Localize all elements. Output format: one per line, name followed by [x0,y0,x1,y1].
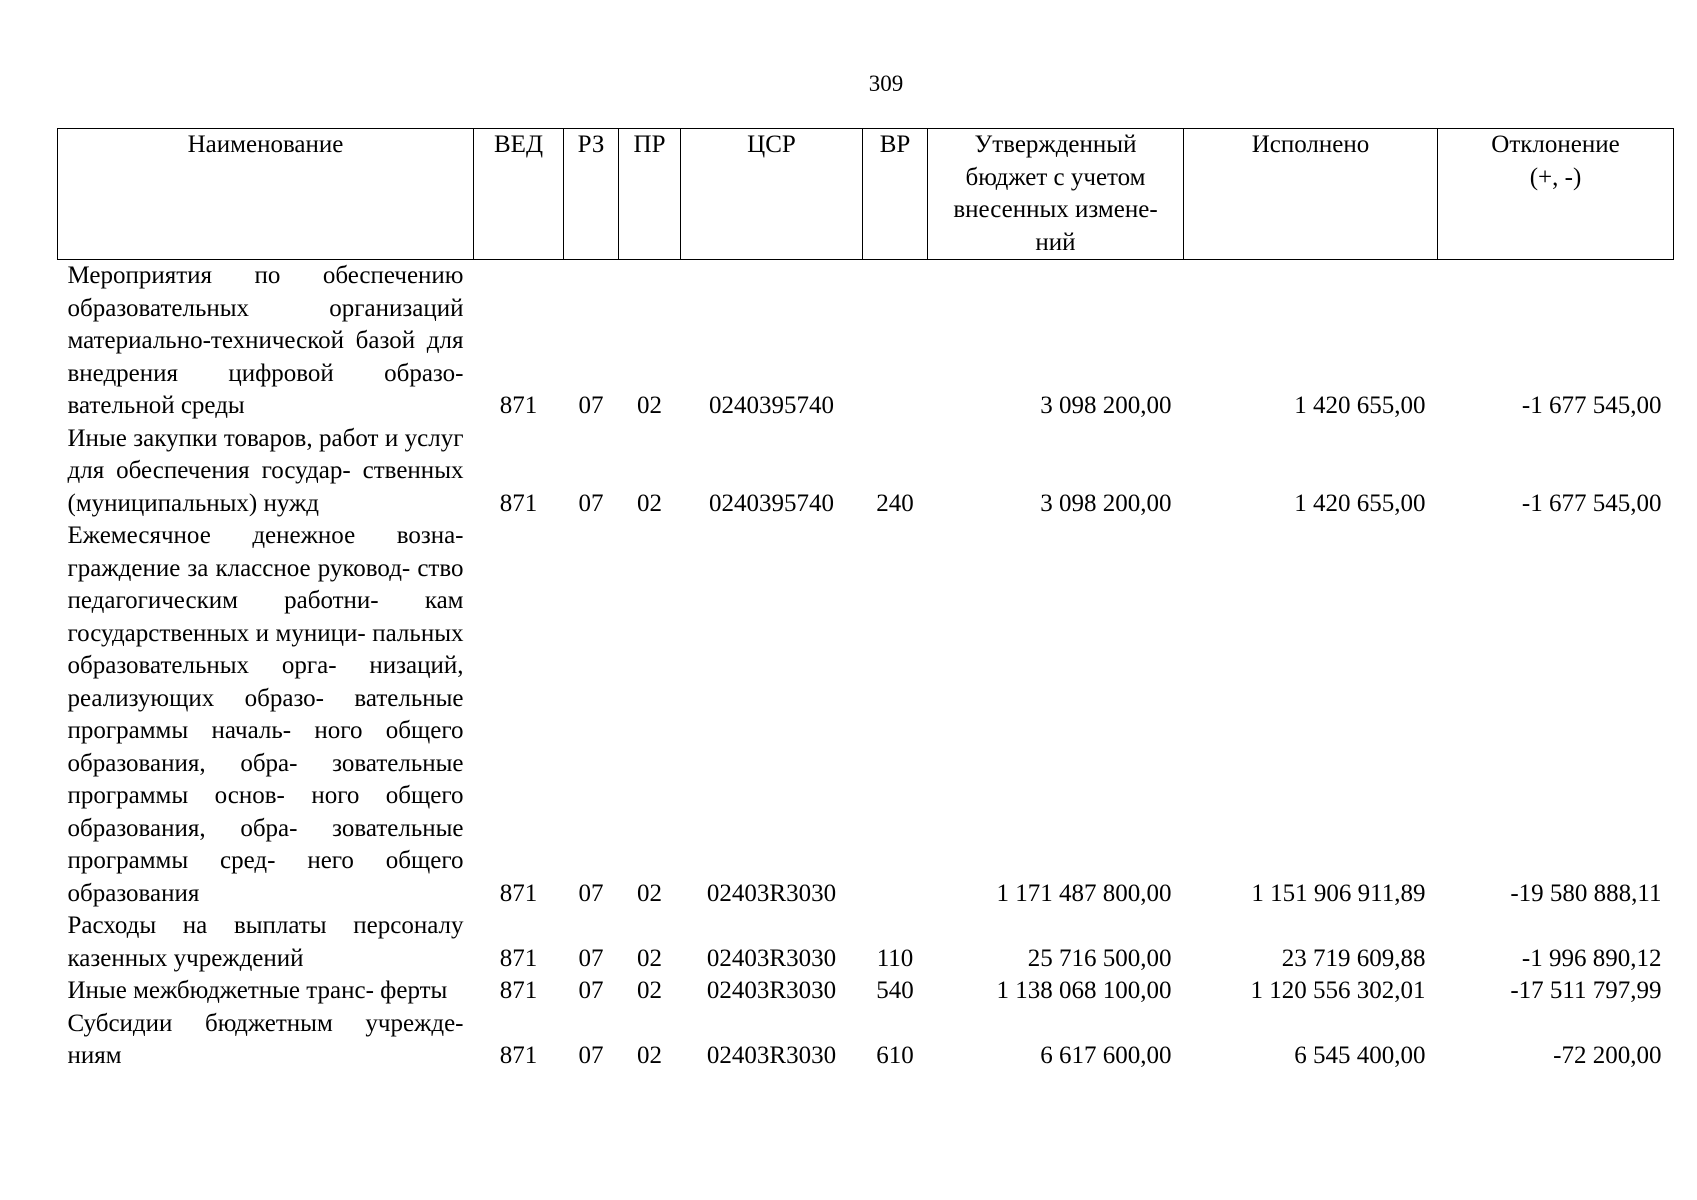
row-name-text: Ежемесячное денежное возна- граждение за классное руковод- ство педагогическим работни- кам государственных и муници- пальных образовательных орга- низаций, реализующих образо- вательные программы началь- ного общего образования, обра- зовательные программы основ- ного общего образования, обра- зовательные программы сред- него общего образования [67,522,464,907]
table-row [58,423,1674,521]
row-csr: 02403R3030 [706,1042,837,1069]
row-name-text: Мероприятия по обеспечению образовательных организаций материально-технической базой для внедрения цифровой образо- вательной среды [67,262,464,419]
row-pr: 02 [637,489,662,517]
header-approved-budget [928,129,1184,260]
budget-execution-table [57,128,1674,1073]
header-approved-line-2: бюджет с учетом [965,163,1146,191]
row-ved: 871 [499,1042,538,1069]
row-name-text: Иные закупки товаров, работ и услуг для обеспечения государ- ственных (муниципальных) нужд [67,424,464,517]
row-approved: 1 171 487 800,00 [996,879,1172,907]
table-row [58,910,1674,975]
row-ved: 871 [499,392,538,419]
row-vr: 540 [876,977,914,1004]
header-ved: ВЕД [474,129,564,260]
row-rz: 07 [578,489,604,517]
table-header [58,129,1674,260]
row-rz: 07 [578,392,604,419]
row-csr: 02403R3030 [706,879,837,907]
header-row [58,129,1674,260]
table-row [58,260,1674,423]
row-ved: 871 [499,879,538,907]
row-ved: 871 [499,489,538,517]
row-vr: 240 [876,489,914,517]
row-deviation: -72 200,00 [1553,1042,1662,1069]
row-name [58,260,474,423]
header-deviation-line-1: Отклонение [1491,131,1620,158]
header-deviation-line-2: (+, -) [1529,163,1582,191]
row-executed: 6 545 400,00 [1294,1042,1426,1069]
row-csr: 0240395740 [709,489,834,517]
row-approved: 1 138 068 100,00 [996,977,1172,1004]
header-executed: Исполнено [1184,129,1438,260]
row-executed: 1 420 655,00 [1294,392,1426,419]
header-approved-line-4: ний [1035,228,1076,256]
row-deviation: -1 677 545,00 [1521,392,1662,419]
row-name [58,975,474,1008]
table-body [58,260,1674,1073]
row-csr: 02403R3030 [706,977,837,1004]
row-name [58,910,474,975]
row-pr: 02 [637,1042,662,1069]
row-rz: 07 [578,1042,604,1069]
row-name [58,1008,474,1073]
header-csr: ЦСР [681,129,863,260]
row-vr: 110 [876,944,914,972]
row-ved: 871 [499,944,538,972]
header-vr: ВР [863,129,928,260]
table-row [58,1008,1674,1073]
row-executed: 1 420 655,00 [1294,489,1426,517]
row-name-text: Иные межбюджетные транс- ферты [67,977,448,1004]
header-approved-line-3: внесенных измене- [953,196,1158,223]
row-deviation: -1 996 890,12 [1521,944,1662,972]
header-name: Наименование [58,129,474,260]
row-approved: 3 098 200,00 [1040,392,1172,419]
row-approved: 25 716 500,00 [1027,944,1172,972]
header-deviation [1438,129,1674,260]
row-rz: 07 [578,944,604,972]
row-name [58,520,474,910]
row-csr: 0240395740 [709,392,834,419]
row-name [58,423,474,521]
table-row [58,520,1674,910]
row-ved: 871 [499,977,538,1004]
row-deviation: -17 511 797,99 [1510,977,1662,1004]
row-vr [863,520,928,910]
row-pr: 02 [637,944,662,972]
header-approved-line-1: Утвержденный [974,131,1137,158]
row-deviation: -1 677 545,00 [1521,489,1662,517]
row-pr: 02 [637,977,662,1004]
page-number: 309 [868,71,904,96]
row-executed: 1 151 906 911,89 [1251,879,1426,907]
header-pr: ПР [619,129,681,260]
table-row [58,975,1674,1008]
row-pr: 02 [637,392,662,419]
row-approved: 6 617 600,00 [1040,1042,1172,1069]
row-pr: 02 [637,879,662,907]
row-name-text: Субсидии бюджетным учрежде- ниям [67,1009,464,1069]
row-vr [863,260,928,423]
row-name-text: Расходы на выплаты персоналу казенных учреждений [67,912,464,972]
header-rz: РЗ [564,129,619,260]
row-deviation: -19 580 888,11 [1510,879,1662,907]
row-rz: 07 [578,977,604,1004]
row-rz: 07 [578,879,604,907]
row-csr: 02403R3030 [706,944,837,972]
row-vr: 610 [876,1042,914,1069]
row-approved: 3 098 200,00 [1040,489,1172,517]
row-executed: 1 120 556 302,01 [1250,977,1426,1004]
row-executed: 23 719 609,88 [1281,944,1426,972]
